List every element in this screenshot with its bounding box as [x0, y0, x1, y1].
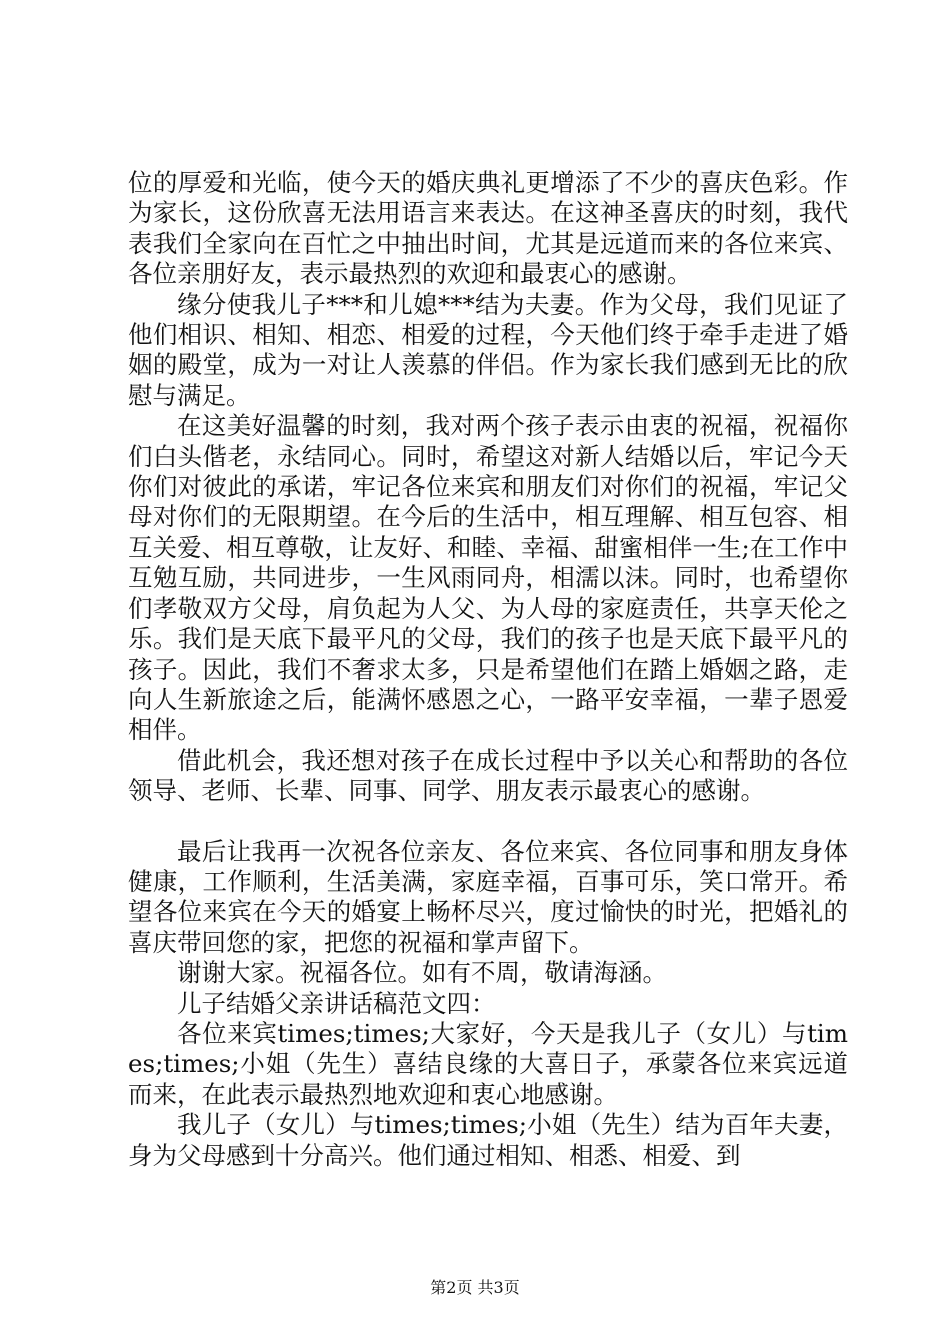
paragraph-gap — [128, 807, 848, 837]
paragraph-4: 借此机会，我还想对孩子在成长过程中予以关心和帮助的各位领导、老师、长辈、同事、同学、朋友表示最衷心的感谢。 — [128, 745, 848, 806]
paragraph-7: 各位来宾times;times;大家好，今天是我儿子（女儿）与times;times;小姐（先生）喜结良缘的大喜日子，承蒙各位来宾远道而来，在此表示最热烈地欢迎和衷心地感谢。 — [128, 1018, 848, 1109]
paragraph-6: 谢谢大家。祝福各位。如有不周，敬请海涵。 — [177, 958, 667, 988]
page-footer — [0, 1278, 950, 1298]
paragraph-5: 最后让我再一次祝各位亲友、各位来宾、各位同事和朋友身体健康，工作顺利，生活美满，家庭幸福，百事可乐，笑口常开。希望各位来宾在今天的婚宴上畅杯尽兴，度过愉快的时光，把婚礼的喜庆带回您的家，把您的祝福和掌声留下。 — [128, 836, 848, 957]
document-body — [128, 168, 848, 1171]
paragraph-8: 我儿子（女儿）与times;times;小姐（先生）结为百年夫妻，身为父母感到十分高兴。他们通过相知、相悉、相爱、到 — [128, 1110, 848, 1170]
paragraph-1: 位的厚爱和光临，使今天的婚庆典礼更增添了不少的喜庆色彩。作为家长，这份欣喜无法用语言来表达。在这神圣喜庆的时刻，我代表我们全家向在百忙之中抽出时间，尤其是远道而来的各位来宾、各位亲朋好友，表示最热烈的欢迎和最衷心的感谢。 — [128, 168, 848, 289]
page-number: 第2页 共3页 — [430, 1278, 520, 1297]
paragraph-2: 缘分使我儿子***和儿媳***结为夫妻。作为父母，我们见证了他们相识、相知、相恋、相爱的过程，今天他们终于牵手走进了婚姻的殿堂，成为一对让人羡慕的伴侣。作为家长我们感到无比的欣慰与满足。 — [128, 289, 848, 410]
paragraph-3: 在这美好温馨的时刻，我对两个孩子表示由衷的祝福，祝福你们白头偕老，永结同心。同时，希望这对新人结婚以后，牢记今天你们对彼此的承诺，牢记各位来宾和朋友们对你们的祝福，牢记父母对你们的无限期望。在今后的生活中，相互理解、相互包容、相互关爱、相互尊敬，让友好、和睦、幸福、甜蜜相伴一生;在工作中互勉互励，共同进步，一生风雨同舟，相濡以沫。同时，也希望你们孝敬双方父母，肩负起为人父、为人母的家庭责任，共享天伦之乐。我们是天底下最平凡的父母，我们的孩子也是天底下最平凡的孩子。因此，我们不奢求太多，只是希望他们在踏上婚姻之路，走向人生新旅途之后，能满怀感恩之心，一路平安幸福，一辈子恩爱相伴。 — [128, 411, 848, 745]
section-heading: 儿子结婚父亲讲话稿范文四： — [177, 988, 496, 1018]
